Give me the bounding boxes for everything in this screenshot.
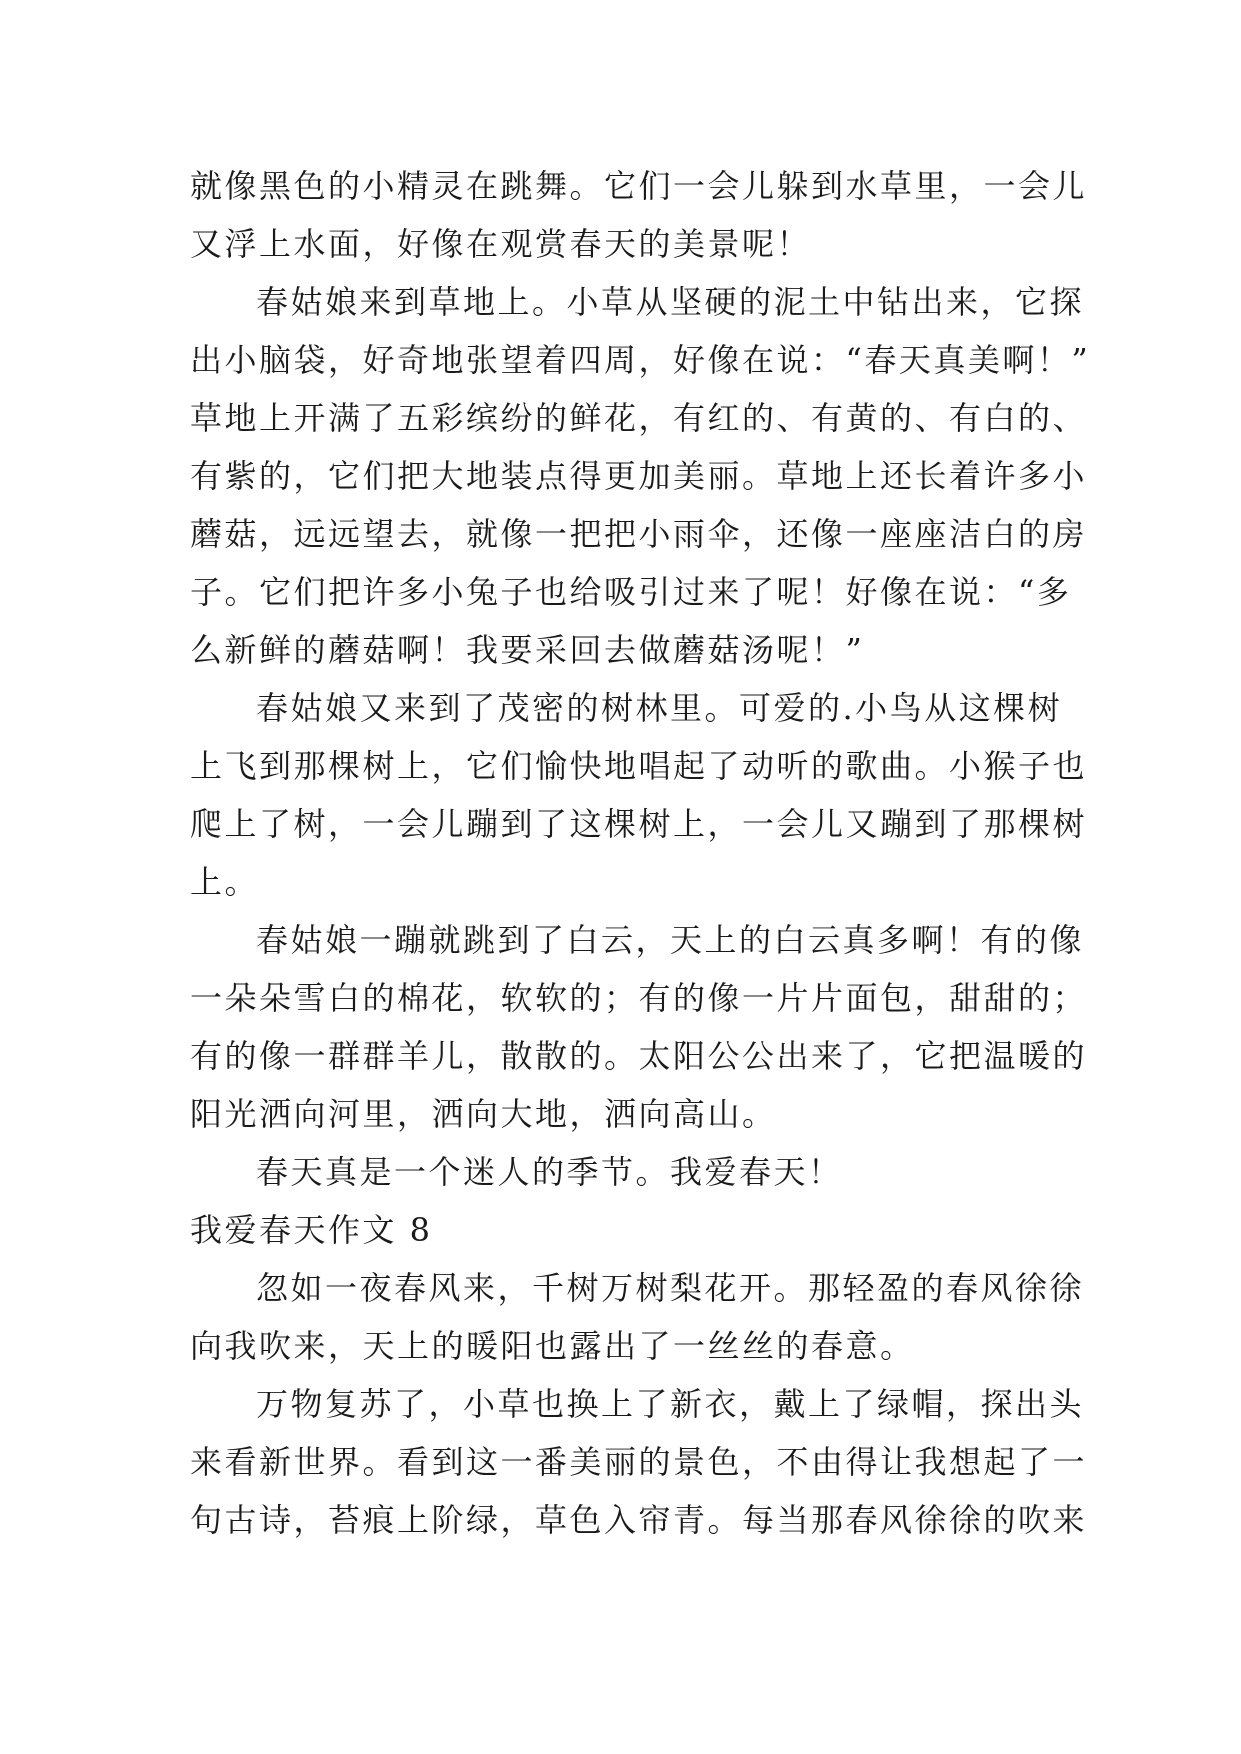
text-line: 忽如一夜春风来，千树万树梨花开。那轻盈的春风徐徐 (256, 1269, 1085, 1307)
text-line: 草地上开满了五彩缤纷的鲜花，有红的、有黄的、有白的、 (190, 399, 1088, 437)
text-line: 春姑娘一蹦就跳到了白云，天上的白云真多啊！有的像 (256, 921, 1085, 959)
text-line: 来看新世界。看到这一番美丽的景色，不由得让我想起了一 (190, 1443, 1088, 1481)
text-line: 有的像一群群羊儿，散散的。太阳公公出来了，它把温暖的 (190, 1037, 1088, 1075)
text-line: 么新鲜的蘑菇啊！我要采回去做蘑菇汤呢！” (190, 631, 865, 669)
text-line: 出小脑袋，好奇地张望着四周，好像在说：“春天真美啊！” (190, 341, 1091, 379)
text-line: 春姑娘来到草地上。小草从坚硬的泥土中钻出来，它探 (256, 283, 1085, 321)
text-line: 上飞到那棵树上，它们愉快地唱起了动听的歌曲。小猴子也 (190, 747, 1088, 785)
text-line: 有紫的，它们把大地装点得更加美丽。草地上还长着许多小 (190, 457, 1088, 495)
text-line: 向我吹来，天上的暖阳也露出了一丝丝的春意。 (190, 1327, 915, 1365)
text-line: 就像黑色的小精灵在跳舞。它们一会儿躲到水草里，一会儿 (190, 167, 1088, 205)
text-line: 我爱春天作文 8 (190, 1211, 433, 1249)
document-body (190, 157, 1091, 1549)
text-line: 阳光洒向河里，洒向大地，洒向高山。 (190, 1095, 777, 1133)
text-line: 万物复苏了，小草也换上了新衣，戴上了绿帽，探出头 (256, 1385, 1085, 1423)
text-line: 上。 (190, 863, 260, 901)
text-line: 春姑娘又来到了茂密的树林里。可爱的.小鸟从这棵树 (256, 689, 1063, 727)
text-line: 一朵朵雪白的棉花，软软的；有的像一片片面包，甜甜的； (190, 979, 1088, 1017)
text-line: 蘑菇，远远望去，就像一把把小雨伞，还像一座座洁白的房 (190, 515, 1088, 553)
text-line: 又浮上水面，好像在观赏春天的美景呢！ (190, 225, 812, 263)
text-line: 爬上了树，一会儿蹦到了这棵树上，一会儿又蹦到了那棵树 (190, 805, 1088, 843)
text-line: 春天真是一个迷人的季节。我爱春天！ (256, 1153, 843, 1191)
text-line: 子。它们把许多小兔子也给吸引过来了呢！好像在说：“多 (190, 573, 1072, 611)
text-line: 句古诗，苔痕上阶绿，草色入帘青。每当那春风徐徐的吹来 (190, 1501, 1088, 1539)
